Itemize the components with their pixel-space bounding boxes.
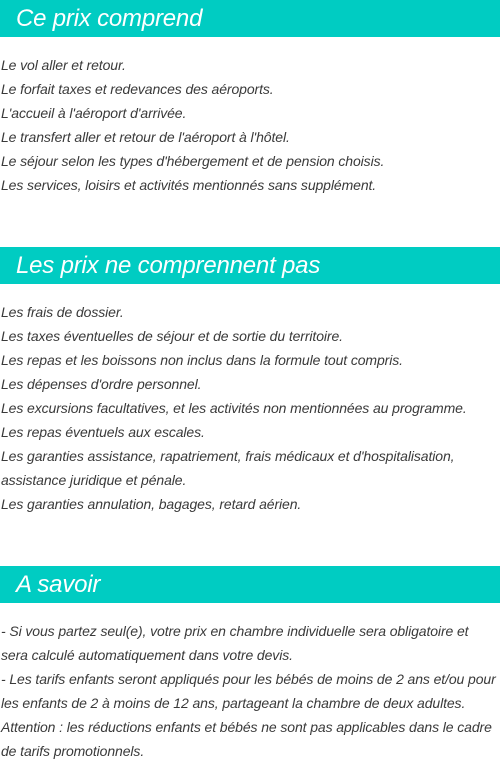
text-line: Le transfert aller et retour de l'aéroport à l'hôtel. (1, 129, 290, 145)
text-line: Le forfait taxes et redevances des aéroports. (1, 81, 274, 97)
text-line: de tarifs promotionnels. (1, 743, 145, 759)
section-title: Les prix ne comprennent pas (16, 251, 321, 279)
text-line: Les frais de dossier. (1, 304, 124, 320)
section-title: Ce prix comprend (16, 4, 203, 32)
section-header (0, 566, 500, 603)
section-body (0, 37, 500, 197)
text-line: Les repas éventuels aux escales. (1, 424, 205, 440)
text-line: - Si vous partez seul(e), votre prix en chambre individuelle sera obligatoire et (1, 623, 469, 639)
section-header (0, 0, 500, 37)
section-price-includes (0, 0, 500, 197)
text-line: Les excursions facultatives, et les activités non mentionnées au programme. (1, 400, 467, 416)
section-body (0, 284, 500, 516)
text-line: Les services, loisirs et activités mentionnés sans supplément. (1, 177, 377, 193)
section-header (0, 247, 500, 284)
text-line: Les repas et les boissons non inclus dans la formule tout compris. (1, 352, 403, 368)
text-line: - Les tarifs enfants seront appliqués pour les bébés de moins de 2 ans et/ou pour (1, 671, 496, 687)
text-line: Le séjour selon les types d'hébergement et de pension choisis. (1, 153, 385, 169)
text-line: L'accueil à l'aéroport d'arrivée. (1, 105, 187, 121)
text-line: Les taxes éventuelles de séjour et de sortie du territoire. (1, 328, 343, 344)
section-body (0, 603, 500, 763)
section-price-excludes (0, 247, 500, 516)
text-line: Les garanties annulation, bagages, retard aérien. (1, 496, 302, 512)
text-line: Attention : les réductions enfants et bébés ne sont pas applicables dans le cadre (1, 719, 492, 735)
text-line: Les dépenses d'ordre personnel. (1, 376, 202, 392)
section-title: A savoir (16, 570, 101, 598)
text-line: Le vol aller et retour. (1, 57, 126, 73)
section-good-to-know (0, 566, 500, 763)
text-line: Les garanties assistance, rapatriement, frais médicaux et d'hospitalisation, (1, 448, 455, 464)
text-line: les enfants de 2 à moins de 12 ans, partageant la chambre de deux adultes. (1, 695, 466, 711)
text-line: assistance juridique et pénale. (1, 472, 187, 488)
text-line: sera calculé automatiquement dans votre devis. (1, 647, 293, 663)
